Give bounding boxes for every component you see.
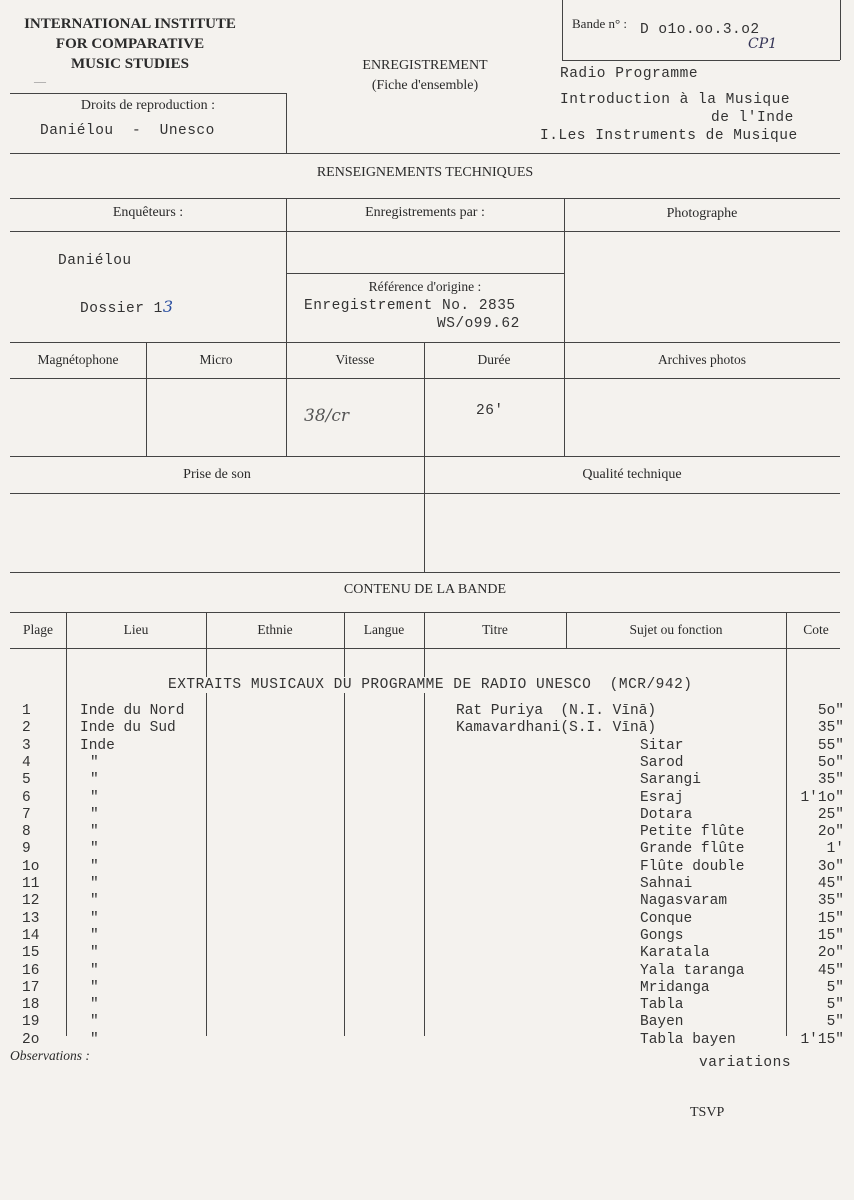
- row-titre: Rat Puriya (N.I. Vīnā): [456, 703, 657, 719]
- row-lieu: ": [90, 893, 99, 910]
- row-lieu: ": [90, 806, 99, 823]
- row-cote: 5": [826, 1014, 844, 1031]
- row-cote: 1'1o": [800, 789, 844, 806]
- qualite-label: Qualité technique: [582, 467, 682, 482]
- row-lieu: ": [90, 945, 99, 962]
- row-lieu: Inde du Sud: [80, 720, 176, 737]
- row-plage: 11: [22, 876, 40, 892]
- row-plage: 19: [22, 1014, 40, 1031]
- row-sujet: Sarod: [640, 754, 684, 771]
- row-cote: 15": [817, 927, 844, 944]
- row-cote: 25": [817, 806, 844, 823]
- enregistrements-label: Enregistrements par :: [365, 205, 485, 220]
- bande-handwritten: CP1: [748, 36, 778, 52]
- bande-label: Bande n° :: [572, 16, 628, 31]
- col-titre: Titre: [482, 622, 508, 637]
- row-cote: 1': [826, 841, 844, 858]
- row-plage: 1: [22, 703, 31, 719]
- doc-type-title: ENREGISTREMENT: [362, 58, 488, 73]
- row-plage: 5: [22, 772, 31, 789]
- dossier-value: [80, 297, 174, 317]
- row-plage: 16: [22, 962, 40, 979]
- row-sujet: Esraj: [640, 789, 684, 806]
- prise-label: Prise de son: [183, 467, 251, 482]
- row-sujet: Sitar: [640, 737, 684, 754]
- row-sujet: Gongs: [640, 927, 684, 944]
- institute-name: [10, 14, 250, 74]
- programme-line-2: Introduction à la Musique: [560, 92, 791, 108]
- row-cote: 3o": [817, 858, 844, 875]
- row-lieu: ": [90, 997, 99, 1014]
- row-cote: 5o": [817, 703, 844, 719]
- row-sujet: Tabla: [640, 997, 684, 1014]
- institute-line-3: MUSIC STUDIES: [71, 56, 189, 72]
- institute-line-1: INTERNATIONAL INSTITUTE: [24, 16, 236, 32]
- row-plage: 3: [22, 737, 31, 754]
- row-plage: 17: [22, 979, 40, 996]
- technique-title: RENSEIGNEMENTS TECHNIQUES: [316, 165, 534, 180]
- col-langue: Langue: [363, 622, 405, 637]
- row-lieu: ": [90, 979, 99, 996]
- row-lieu: ": [90, 962, 99, 979]
- row-lieu: ": [90, 876, 99, 892]
- row-lieu: ": [90, 772, 99, 789]
- programme-line-1: Radio Programme: [560, 66, 699, 82]
- contenu-heading: EXTRAITS MUSICAUX DU PROGRAMME DE RADIO UNESCO (MCR/942): [168, 677, 693, 693]
- institute-line-2: FOR COMPARATIVE: [55, 36, 205, 52]
- row-sujet: Tabla bayen: [640, 1031, 736, 1048]
- rights-label: Droits de reproduction :: [80, 98, 216, 113]
- bande-value: D o1o.oo.3.o2: [640, 22, 760, 38]
- row-plage: 15: [22, 945, 40, 962]
- tsvp: TSVP: [690, 1105, 725, 1120]
- row-plage: 4: [22, 754, 31, 771]
- row-cote: 1'15": [800, 1031, 844, 1048]
- row-sujet: Bayen: [640, 1014, 684, 1031]
- col-ethnie: Ethnie: [257, 622, 293, 637]
- col-cote: Cote: [803, 622, 829, 637]
- header-dash: —: [34, 74, 46, 88]
- row-plage: 9: [22, 841, 31, 858]
- row-sujet: Sahnai: [640, 876, 693, 892]
- row-cote: 35": [817, 720, 844, 737]
- enqueteurs-label: Enquêteurs :: [112, 205, 184, 220]
- row-plage: 12: [22, 893, 40, 910]
- row-titre: Kamavardhani(S.I. Vīnā): [456, 720, 657, 737]
- dossier-text: Dossier 1: [80, 301, 163, 317]
- reference-value-2: WS/o99.62: [437, 316, 520, 332]
- row-plage: 8: [22, 824, 31, 841]
- dossier-handwritten: 3: [162, 297, 174, 316]
- row-cote: 35": [817, 893, 844, 910]
- row-lieu: ": [90, 789, 99, 806]
- row-cote: 35": [817, 772, 844, 789]
- row-lieu: ": [90, 754, 99, 771]
- row-cote: 15": [817, 910, 844, 927]
- duree-label: Durée: [477, 352, 511, 367]
- row-cote: 55": [817, 737, 844, 754]
- col-lieu: Lieu: [123, 622, 149, 637]
- row-lieu: Inde: [80, 737, 115, 754]
- last-row-extra: variations: [699, 1055, 792, 1071]
- row-cote: 45": [817, 876, 844, 892]
- vitesse-label: Vitesse: [335, 352, 375, 367]
- reference-label: Référence d'origine :: [368, 279, 482, 294]
- row-sujet: Conque: [640, 910, 693, 927]
- col-sujet: Sujet ou fonction: [629, 622, 723, 637]
- row-sujet: Dotara: [640, 806, 693, 823]
- doc-type: [340, 56, 510, 96]
- row-plage: 2o: [22, 1031, 40, 1048]
- contenu-title: CONTENU DE LA BANDE: [343, 582, 507, 597]
- row-lieu: ": [90, 927, 99, 944]
- photographe-label: Photographe: [666, 206, 738, 221]
- vitesse-value: 38/cr: [304, 406, 350, 426]
- col-plage: Plage: [23, 622, 53, 637]
- row-lieu: ": [90, 858, 99, 875]
- row-sujet: Karatala: [640, 945, 710, 962]
- row-sujet: Sarangi: [640, 772, 701, 789]
- row-lieu: ": [90, 910, 99, 927]
- row-plage: 6: [22, 789, 31, 806]
- programme-line-3: de l'Inde: [711, 110, 794, 126]
- row-cote: 2o": [817, 824, 844, 841]
- rights-value: Daniélou - Unesco: [40, 123, 215, 139]
- row-sujet: Mridanga: [640, 979, 710, 996]
- row-plage: 14: [22, 927, 40, 944]
- row-plage: 2: [22, 720, 31, 737]
- micro-label: Micro: [199, 352, 233, 367]
- observations-label: Observations :: [10, 1048, 90, 1063]
- programme-line-4: I.Les Instruments de Musique: [540, 128, 798, 144]
- row-cote: 5": [826, 997, 844, 1014]
- row-lieu: ": [90, 824, 99, 841]
- row-cote: 5o": [817, 754, 844, 771]
- row-sujet: Petite flûte: [640, 824, 745, 841]
- row-sujet: Yala taranga: [640, 962, 745, 979]
- row-sujet: Grande flûte: [640, 841, 745, 858]
- archives-label: Archives photos: [657, 352, 747, 367]
- row-lieu: ": [90, 1014, 99, 1031]
- row-plage: 1o: [22, 858, 40, 875]
- row-plage: 18: [22, 997, 40, 1014]
- row-sujet: Nagasvaram: [640, 893, 728, 910]
- row-lieu: ": [90, 841, 99, 858]
- enqueteur-value: Daniélou: [58, 253, 132, 269]
- doc-type-subtitle: (Fiche d'ensemble): [371, 78, 479, 93]
- row-cote: 45": [817, 962, 844, 979]
- row-cote: 2o": [817, 945, 844, 962]
- row-lieu: ": [90, 1031, 99, 1048]
- row-plage: 13: [22, 910, 40, 927]
- row-lieu: Inde du Nord: [80, 703, 185, 719]
- duree-value: 26': [476, 403, 504, 419]
- reference-value-1: Enregistrement No. 2835: [304, 298, 516, 314]
- magnetophone-label: Magnétophone: [37, 352, 119, 367]
- row-sujet: Flûte double: [640, 858, 745, 875]
- row-cote: 5": [826, 979, 844, 996]
- row-plage: 7: [22, 806, 31, 823]
